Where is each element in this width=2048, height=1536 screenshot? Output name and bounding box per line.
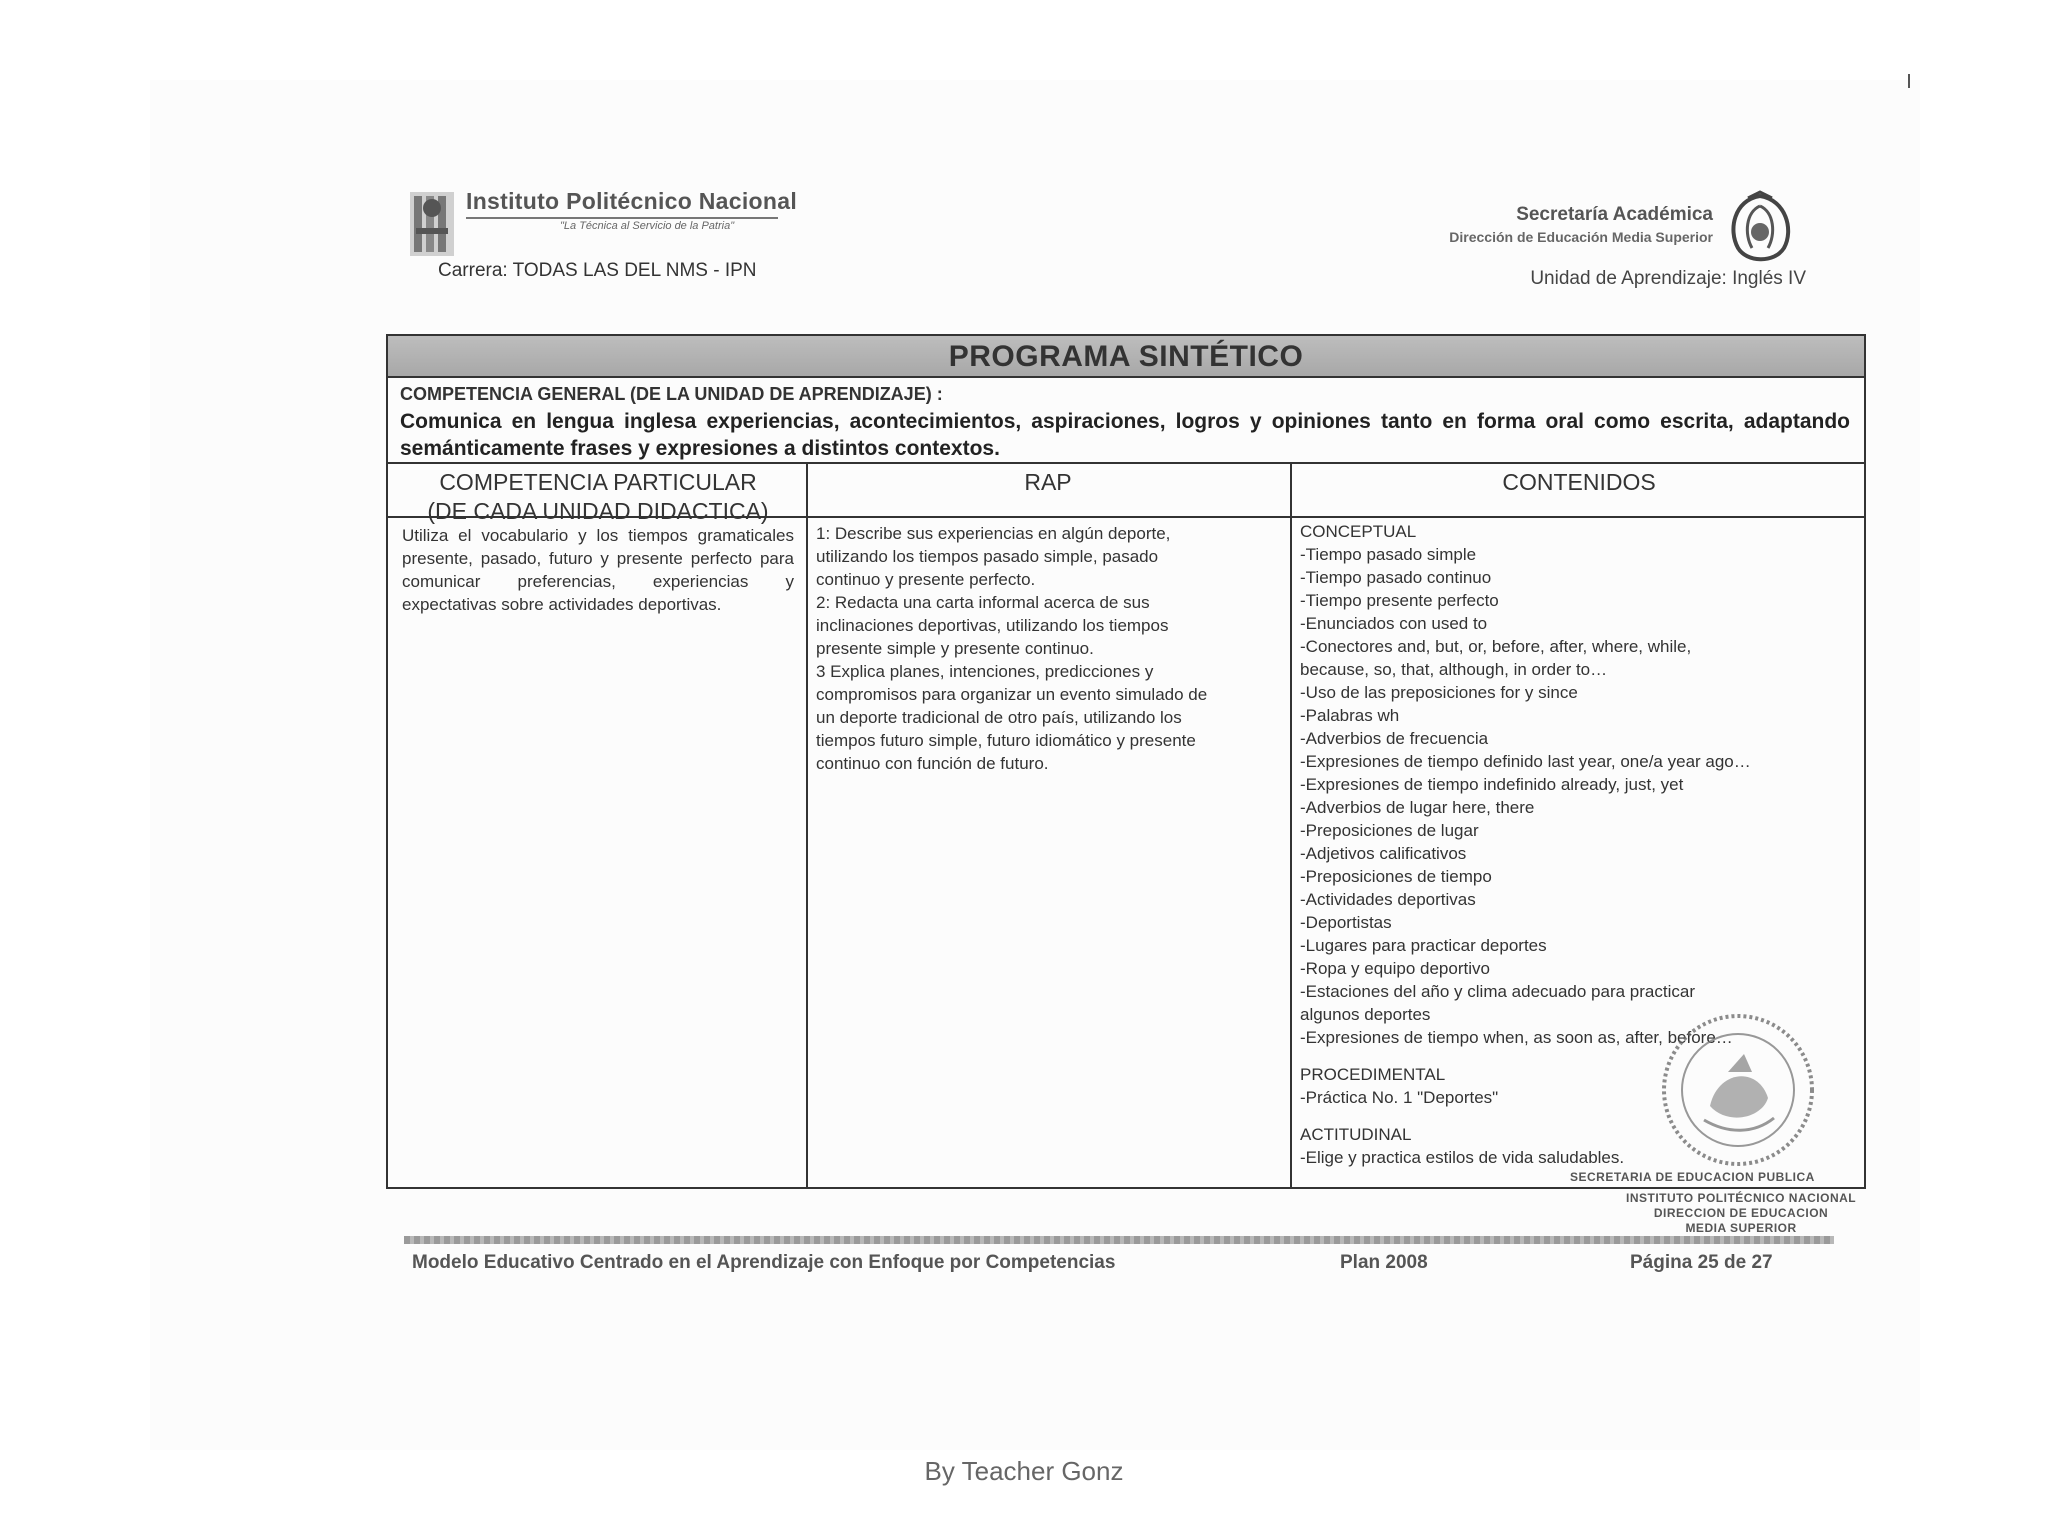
direccion-name: Dirección de Educación Media Superior <box>1449 229 1713 245</box>
column-header-line: (DE CADA UNIDAD DIDACTICA) <box>427 498 769 524</box>
institution-name: Instituto Politécnico Nacional <box>466 188 798 214</box>
sep-stamp: SECRETARIA DE EDUCACION PUBLICA <box>1570 1170 1815 1184</box>
contenido-item: -Elige y practica estilos de vida saludables. <box>1300 1148 1625 1167</box>
contenido-item: -Enunciados con used to <box>1300 614 1488 633</box>
actitudinal-label: ACTITUDINAL <box>1300 1125 1412 1144</box>
contenido-item: -Expresiones de tiempo definido last year, one/a year ago… <box>1300 752 1751 771</box>
contenido-item: because, so, that, although, in order to… <box>1300 660 1608 679</box>
column-divider <box>806 462 808 1189</box>
rap-line: compromisos para organizar un evento simulado de <box>816 685 1208 704</box>
footer-model-text: Modelo Educativo Centrado en el Aprendizaje con Enfoque por Competencias <box>412 1252 1116 1273</box>
contenido-item: -Estaciones del año y clima adecuado para practicar <box>1300 982 1695 1001</box>
rap-line: continuo y presente perfecto. <box>816 570 1036 589</box>
rap-line: 3 Explica planes, intenciones, predicciones y <box>816 662 1154 681</box>
stamp-line: INSTITUTO POLITÉCNICO NACIONAL <box>1626 1191 1857 1205</box>
contenido-item: -Actividades deportivas <box>1300 890 1476 909</box>
contenido-item: -Deportistas <box>1300 913 1392 932</box>
program-title-bar <box>388 336 1864 378</box>
competencia-general-text: Comunica en lengua inglesa experiencias, acontecimientos, aspiraciones, logros y opiniones tanto en forma oral como escrita, adaptando semánticamente frases y expresiones a distintos contextos. <box>400 410 1850 460</box>
footer-plan-text: Plan 2008 <box>1340 1252 1428 1273</box>
contenido-item: -Palabras wh <box>1300 706 1400 725</box>
institution-rule <box>466 217 778 219</box>
secretaria-name: Secretaría Académica <box>1516 204 1713 225</box>
carrera-label: Carrera: TODAS LAS DEL NMS - IPN <box>438 260 757 281</box>
column-header-rap: RAP <box>1024 469 1072 495</box>
rap-line: inclinaciones deportivas, utilizando los tiempos <box>816 616 1169 635</box>
rap-line: un deporte tradicional de otro país, utilizando los <box>816 708 1182 727</box>
conceptual-label: CONCEPTUAL <box>1300 522 1417 541</box>
competencia-particular-text: Utiliza el vocabulario y los tiempos gramaticales presente, pasado, futuro y presente perfecto para comunicar preferencias, experiencias y expectativas sobre actividades deportivas. <box>402 526 794 614</box>
contenido-item: -Adjetivos calificativos <box>1300 844 1467 863</box>
contenido-item: -Expresiones de tiempo when, as soon as, after, before… <box>1300 1028 1733 1047</box>
contenido-item: -Uso de las preposiciones for y since <box>1300 683 1578 702</box>
rap-line: tiempos futuro simple, futuro idiomático y presente <box>816 731 1196 750</box>
program-title: PROGRAMA SINTÉTICO <box>948 340 1304 373</box>
contenido-item: -Preposiciones de tiempo <box>1300 867 1492 886</box>
contenido-item: -Conectores and, but, or, before, after, where, while, <box>1300 637 1692 656</box>
procedimental-label: PROCEDIMENTAL <box>1300 1065 1446 1084</box>
rap-line: presente simple y presente continuo. <box>816 639 1094 658</box>
column-header-contenidos: CONTENIDOS <box>1502 469 1656 495</box>
programa-sintetico-table <box>386 334 1866 1189</box>
dems-logo-icon <box>1722 190 1798 268</box>
ipn-stamp <box>1626 1191 1856 1236</box>
column-header-competencia-particular <box>398 468 798 526</box>
stamp-line: MEDIA SUPERIOR <box>1685 1221 1797 1235</box>
contenido-item: -Adverbios de frecuencia <box>1300 729 1489 748</box>
rap-cell <box>816 522 1286 775</box>
contenido-item: -Preposiciones de lugar <box>1300 821 1479 840</box>
rap-line: 1: Describe sus experiencias en algún deporte, <box>816 524 1171 543</box>
institution-motto: "La Técnica al Servicio de la Patria" <box>560 220 735 232</box>
divider <box>388 462 1864 464</box>
contenido-item: -Expresiones de tiempo indefinido already, just, yet <box>1300 775 1684 794</box>
column-divider <box>1290 462 1292 1189</box>
mexico-seal-icon <box>1658 1010 1818 1170</box>
contenido-item: -Tiempo presente perfecto <box>1300 591 1499 610</box>
scan-mark <box>1908 74 1910 88</box>
contenido-item: -Tiempo pasado continuo <box>1300 568 1492 587</box>
rap-line: utilizando los tiempos pasado simple, pasado <box>816 547 1159 566</box>
rap-line: 2: Redacta una carta informal acerca de sus <box>816 593 1150 612</box>
stamp-line: DIRECCION DE EDUCACION <box>1653 1206 1829 1220</box>
column-header-line: COMPETENCIA PARTICULAR <box>439 469 757 495</box>
footer-page-number: Página 25 de 27 <box>1630 1252 1773 1273</box>
byline: By Teacher Gonz <box>924 1456 1124 1486</box>
contenido-item: -Adverbios de lugar here, there <box>1300 798 1535 817</box>
contenido-item: -Lugares para practicar deportes <box>1300 936 1547 955</box>
rap-line: continuo con función de futuro. <box>816 754 1049 773</box>
contenido-item: -Ropa y equipo deportivo <box>1300 959 1490 978</box>
contenido-item: -Práctica No. 1 "Deportes" <box>1300 1088 1499 1107</box>
unidad-aprendizaje: Unidad de Aprendizaje: Inglés IV <box>1530 268 1806 289</box>
contenido-item: algunos deportes <box>1300 1005 1431 1024</box>
contenido-item: -Tiempo pasado simple <box>1300 545 1477 564</box>
ipn-logo-icon <box>404 188 460 260</box>
footer-rule <box>404 1236 1834 1244</box>
competencia-general-label: COMPETENCIA GENERAL (DE LA UNIDAD DE APRENDIZAJE) : <box>400 384 943 404</box>
